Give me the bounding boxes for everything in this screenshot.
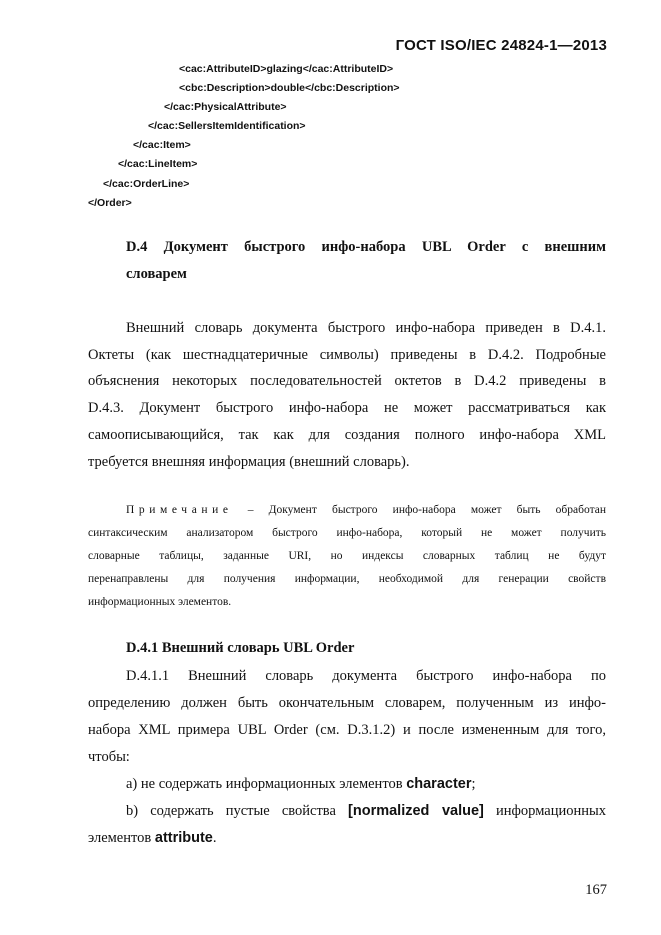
xml-line: </Order> — [88, 197, 132, 209]
list-item-text: a) не содержать информационных элементов — [126, 776, 403, 792]
xml-line: <cac:AttributeID>glazing</cac:AttributeID> — [179, 63, 394, 75]
note-line — [126, 504, 606, 516]
list-item-text: b) содержать пустые свойства — [126, 803, 336, 819]
section-heading-d4: D.4 Документ быстрого инфо-набора UBL Order с внешним — [126, 239, 606, 255]
list-item-b — [126, 803, 606, 820]
page-number: 167 — [585, 882, 607, 898]
note-line: словарные таблицы, заданные URI, но индексы словарных таблиц не будут — [88, 550, 606, 562]
note-text: – Документ быстрого инфо-набора может быть обработан — [247, 504, 607, 516]
paragraph-line: D.4.3. Документ быстрого инфо-набора не может рассматриваться как — [88, 400, 606, 416]
paragraph-line: Октеты (как шестнадцатеричные символы) приведены в D.4.2. Подробные — [88, 347, 606, 363]
note-label: Примечание — [126, 504, 233, 516]
xml-line: </cac:Item> — [133, 139, 191, 151]
paragraph-line: Внешний словарь документа быстрого инфо-набора приведен в D.4.1. — [126, 320, 606, 336]
term-character: character — [406, 776, 472, 792]
list-item-a — [126, 776, 476, 793]
note-line: перенаправлены для получения информации, необходимой для генерации свойств — [88, 573, 606, 585]
paragraph-line: набора XML примера UBL Order (см. D.3.1.2) и после измененным для того, — [88, 722, 606, 738]
note-line: синтаксическим анализатором быстрого инфо-набора, который не может получить — [88, 527, 606, 539]
paragraph-line: объяснения некоторых последовательностей октетов в D.4.2 приведены в — [88, 373, 606, 389]
paragraph-line: определению должен быть окончательным словарем, полученным из инфо- — [88, 695, 606, 711]
xml-line: <cbc:Description>double</cbc:Description> — [179, 82, 400, 94]
section-heading-d4-cont: словарем — [126, 266, 187, 282]
paragraph-line: чтобы: — [88, 749, 130, 765]
list-item-suffix: ; — [471, 776, 476, 792]
section-heading-d41: D.4.1 Внешний словарь UBL Order — [126, 640, 355, 656]
note-line: информационных элементов. — [88, 596, 232, 608]
list-item-b-cont — [88, 830, 217, 847]
paragraph-line: D.4.1.1 Внешний словарь документа быстрого инфо-набора по — [126, 668, 606, 684]
list-item-suffix: . — [212, 830, 217, 846]
list-item-text: информационных — [496, 803, 606, 819]
xml-line: </cac:PhysicalAttribute> — [164, 101, 287, 113]
standard-header: ГОСТ ISO/IEC 24824-1—2013 — [395, 37, 607, 54]
list-item-text: элементов — [88, 830, 152, 846]
xml-line: </cac:LineItem> — [118, 158, 198, 170]
xml-line: </cac:OrderLine> — [103, 178, 190, 190]
paragraph-line: требуется внешняя информация (внешний словарь). — [88, 454, 410, 470]
xml-line: </cac:SellersItemIdentification> — [148, 120, 306, 132]
term-normalized-value: [normalized value] — [348, 803, 484, 819]
paragraph-line: самоописывающийся, так как для создания полного инфо-набора XML — [88, 427, 606, 443]
term-attribute: attribute — [154, 830, 213, 846]
